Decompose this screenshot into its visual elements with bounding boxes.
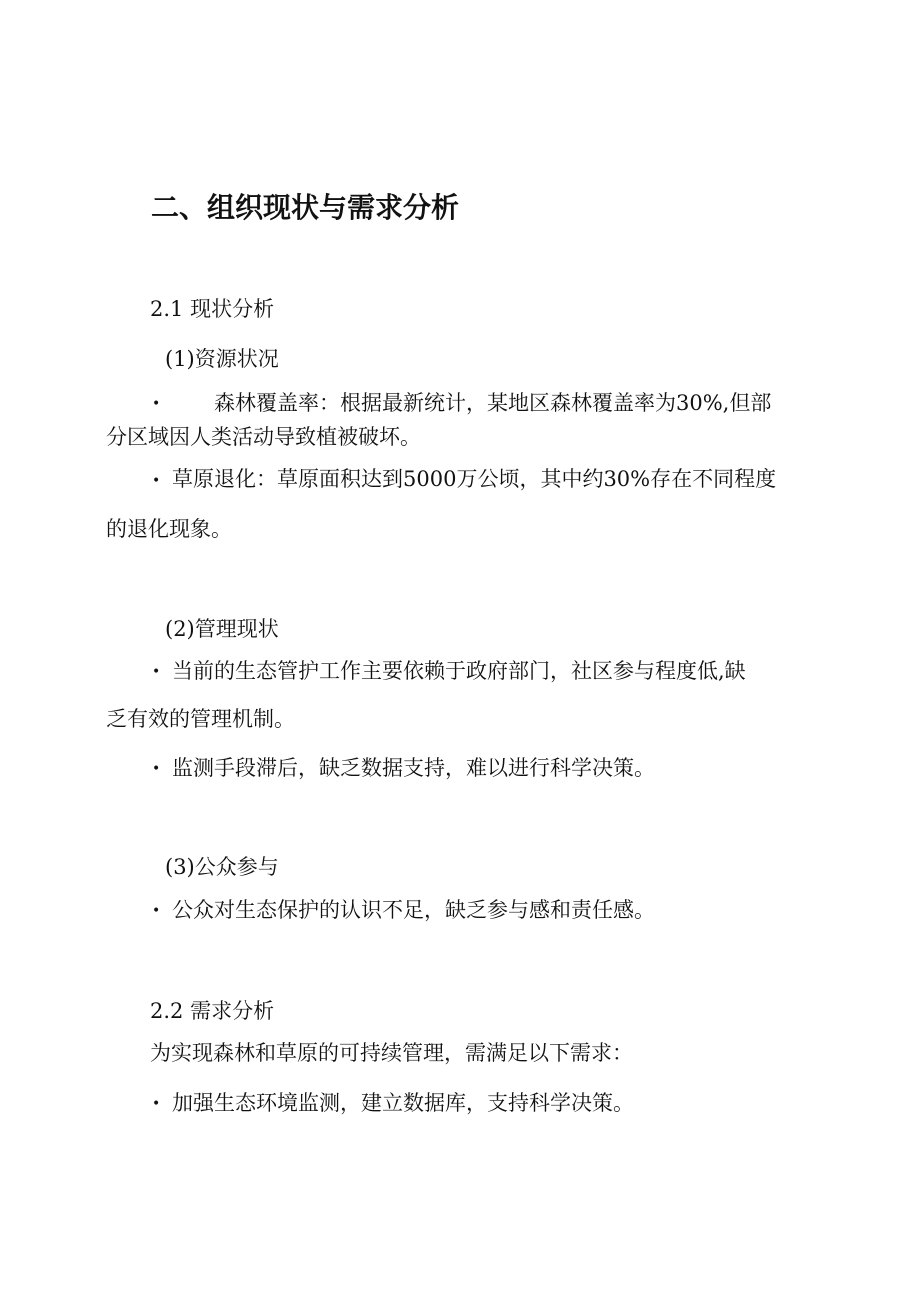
bullet-text-line: 加强生态环境监测，建立数据库，支持科学决策。 xyxy=(172,1091,634,1115)
bullet-text-line: 草原退化：草原面积达到5000万公顷，其中约30%存在不同程度 xyxy=(172,467,777,491)
subsection-heading-public: (3)公众参与 xyxy=(165,855,279,879)
section-heading-2-1: 2.1 现状分析 xyxy=(150,297,275,321)
subsection-heading-resources: (1)资源状况 xyxy=(165,347,279,371)
bullet-marker: • xyxy=(152,761,161,777)
bullet-text-line: 监测手段滞后，缺乏数据支持，难以进行科学决策。 xyxy=(172,756,655,780)
bullet-marker: • xyxy=(152,473,161,489)
bullet-text-line: 森林覆盖率：根据最新统计，某地区森林覆盖率为30%,但部 xyxy=(214,391,772,415)
section-intro: 为实现森林和草原的可持续管理，需满足以下需求： xyxy=(150,1041,633,1065)
bullet-marker: • xyxy=(152,664,161,680)
bullet-text-line: 分区域因人类活动导致植被破坏。 xyxy=(106,425,421,449)
bullet-marker: • xyxy=(152,396,161,412)
bullet-marker: • xyxy=(152,1096,161,1112)
subsection-heading-management: (2)管理现状 xyxy=(165,617,279,641)
section-heading-2-2: 2.2 需求分析 xyxy=(150,999,275,1023)
bullet-text-line: 的退化现象。 xyxy=(106,517,232,541)
bullet-text-line: 乏有效的管理机制。 xyxy=(106,707,295,731)
bullet-text-line: 当前的生态管护工作主要依赖于政府部门，社区参与程度低,缺 xyxy=(172,659,746,683)
bullet-text-line: 公众对生态保护的认识不足，缺乏参与感和责任感。 xyxy=(172,898,655,922)
bullet-marker: • xyxy=(152,903,161,919)
chapter-title: 二、组织现状与需求分析 xyxy=(151,191,460,224)
